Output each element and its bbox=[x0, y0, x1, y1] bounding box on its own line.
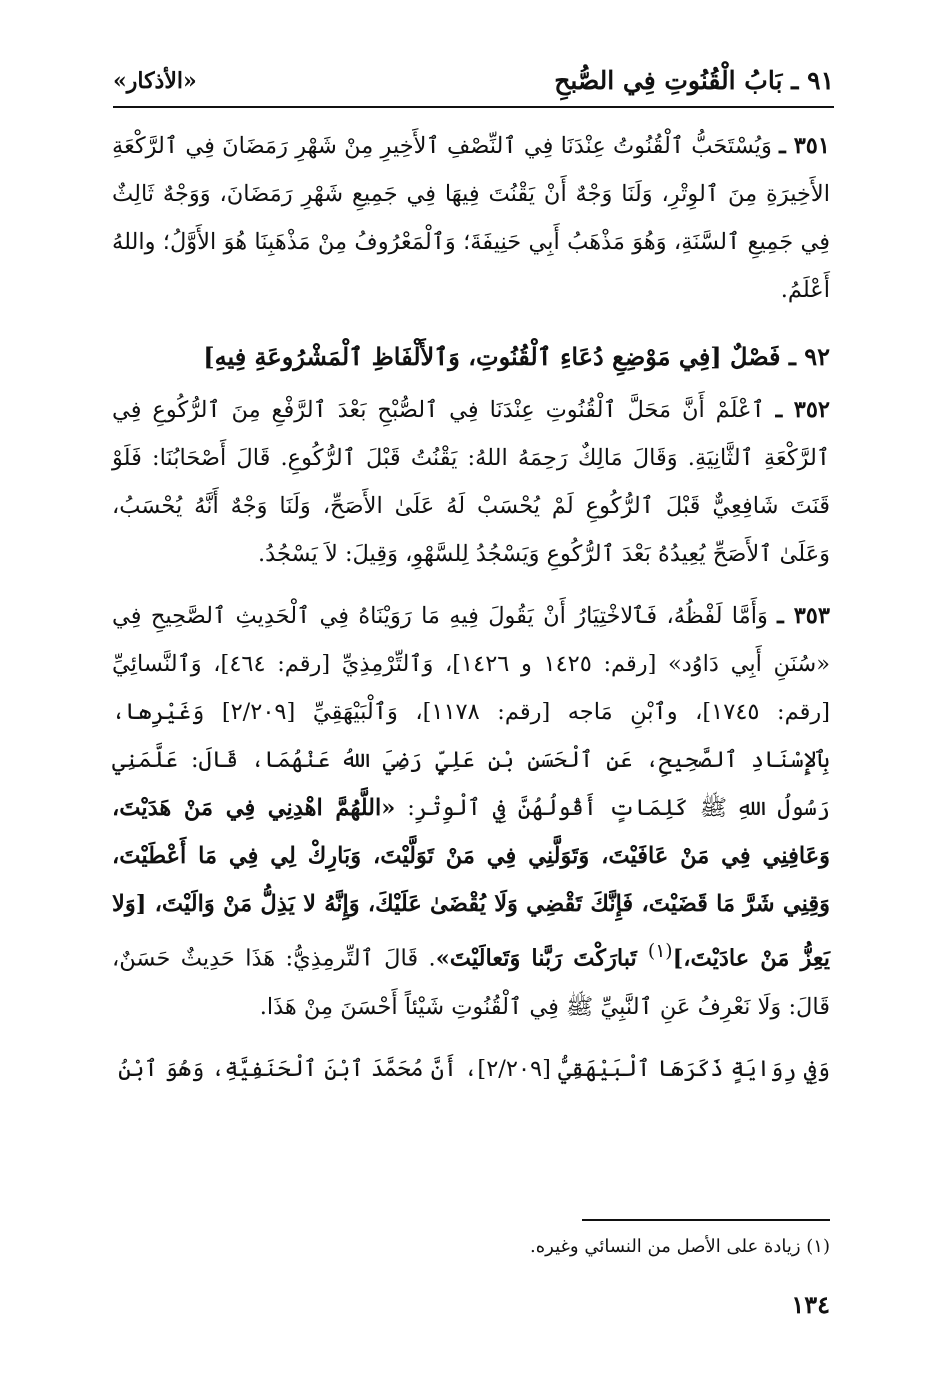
footnote: (١) زيادة على الأصل من النسائي وغيره. bbox=[529, 1236, 830, 1257]
paragraph-number: ٣٥٢ ـ bbox=[775, 397, 830, 423]
paragraph-text-end: . قَالَ ٱلتِّرمِذِيُّ: هَذَا حَدِيثٌ حَسَنٌ، قَالَ: وَلَا نَعْرِفُ عَنِ ٱلنَّبِيِّ ﷺ فِي ٱلْقُنُوتِ شَيْئاً أَحْسَنَ مِنْ هَذَا. bbox=[112, 945, 830, 1020]
paragraph-text: ٱعْلَمْ أَنَّ مَحَلَّ ٱلْقُنُوتِ عِنْدَنَا فِي ٱلصُّبْحِ بَعْدَ ٱلرَّفْعِ مِنَ ٱلرُّكُوعِ فِي ٱلرَّكْعَةِ ٱلثَّانِيَةِ. وَقَالَ مَالِكٌ رَحِمَهُ اللهُ: يَقْنُتُ قَبْلَ ٱلرُّكُوعِ. قَالَ أَصْحَابُنَا: فَلَوْ قَنَتَ شَافِعِيٌّ قَبْلَ ٱلرُّكُوعِ لَمْ يُحْسَبْ لَهُ عَلَىٰ الأَصَحِّ، وَلَنَا وَجْهٌ أَنَّهُ يُحْسَبُ، وَعَلَىٰ ٱلأَصَحِّ يُعِيدُهُ بَعْدَ ٱلرُّكُوعِ وَيَسْجُدُ لِلسَّهْوِ، وَقِيلَ: لاَ يَسْجُدُ. bbox=[112, 397, 830, 567]
paragraph-number: ٣٥٣ ـ bbox=[777, 603, 830, 629]
dua-text: «اللَّهُمَّ اهْدِنِي فِي مَنْ هَدَيْتَ، وَعَافِنِي فِي مَنْ عَافَيْتَ، وَتَوَلَّنِي فِي مَنْ تَوَلَّيْتَ، وَبَارِكْ لِي فِي مَا أَعْطَيْتَ، وَقِنِي شَرَّ مَا قَضَيْتَ، فَإِنَّكَ تَقْضِي وَلَا يُقْضَىٰ عَلَيْكَ، وَإِنَّهُ لا يَذِلُّ مَنْ وَالَيْتَ، [وَلا يَعِزُّ مَنْ عادَيْتَ،] bbox=[112, 795, 830, 972]
paragraph-text: وَيُسْتَحَبُّ ٱلْقُنُوتُ عِنْدَنَا فِي ٱلنِّصْفِ ٱلأَخِيرِ مِنْ شَهْرِ رَمَضَانَ فِي ٱلرَّكْعَةِ الأَخِيرَةِ مِنَ ٱلوِتْرِ، وَلَنَا وَجْهٌ أَنْ يَقْنُتَ فِيهَا فِي جَمِيعِ شَهْرِ رَمَضَانَ، وَوَجْهٌ ثَالِثٌ فِي جَمِيعِ ٱلسَّنَةِ، وَهُوَ مَذْهَبُ أَبِي حَنِيفَةَ؛ وَٱلْمَعْرُوفُ مِنْ مَذْهَبِنَا هُوَ الأَوَّلُ؛ واللهُ أَعْلَمُ. bbox=[112, 133, 830, 303]
paragraph-continuation: وَفِي رِوَايَةٍ ذَكَرَهَا ٱلْبَيْهَقِيُّ [٢/٢٠٩]، أَنَّ مُحَمَّدَ ٱبْنَ ٱلْحَنَفِيَّةِ، وَهُوَ ٱبْنُ bbox=[118, 1055, 830, 1082]
running-header bbox=[113, 62, 834, 108]
paragraph-352 bbox=[112, 386, 830, 578]
paragraph-351 bbox=[112, 122, 830, 314]
book-title: «الأذكار» bbox=[113, 68, 197, 94]
main-text bbox=[112, 122, 830, 1093]
paragraph-353 bbox=[112, 592, 830, 1031]
page-number: ١٣٤ bbox=[791, 1290, 830, 1319]
section-heading: ٩٢ ـ فَصْلٌ [فِي مَوْضِعِ دُعَاءِ ٱلْقُنُوتِ، وَٱلأَلْفَاظِ ٱلْمَشْرُوعَةِ فِيهِ] bbox=[203, 342, 830, 371]
paragraph-text: وَأَمَّا لَفْظُهُ، فَٱلاخْتِيَارُ أَنْ يَقُولَ فِيهِ مَا رَوَيْنَاهُ فِي ٱلْحَدِيثِ ٱلصَّحِيحِ فِي «سُنَنِ أَبِي دَاوُد» [رقم: ١٤٢٥ و ١٤٢٦]، وَٱلتِّرْمِذِيِّ [رقم: ٤٦٤]، وَٱلنَّسائِيِّ [رقم: ١٧٤٥]، وٱبْنِ مَاجه [رقم: ١١٧٨]، وَٱلْبَيْهَقِيِّ [٢/٢٠٩] وَغَيْرِها، بِٱلإِسْنَادِ ٱلصَّحِيحِ، عَنِ ٱلْحَسَنِ بْنِ عَلِيٍّ رَضِيَ اللهُ عَنْهُمَا، قَالَ: عَلَّمَنِي رَسُولُ اللهِ ﷺ كَلِمَاتٍ أَقُولُهُنَّ فِي ٱلْوِتْرِ: bbox=[112, 603, 830, 821]
chapter-title: ٩١ ـ بَابُ الْقُنُوتِ فِي الصُّبحِ bbox=[554, 66, 834, 95]
dua-ending: تَبارَكْتَ رَبَّنا وَتَعالَيْتَ» bbox=[435, 945, 648, 972]
footnote-reference: (١) bbox=[647, 941, 673, 962]
footnote-divider bbox=[582, 1219, 830, 1221]
paragraph-number: ٣٥١ ـ bbox=[779, 133, 830, 159]
